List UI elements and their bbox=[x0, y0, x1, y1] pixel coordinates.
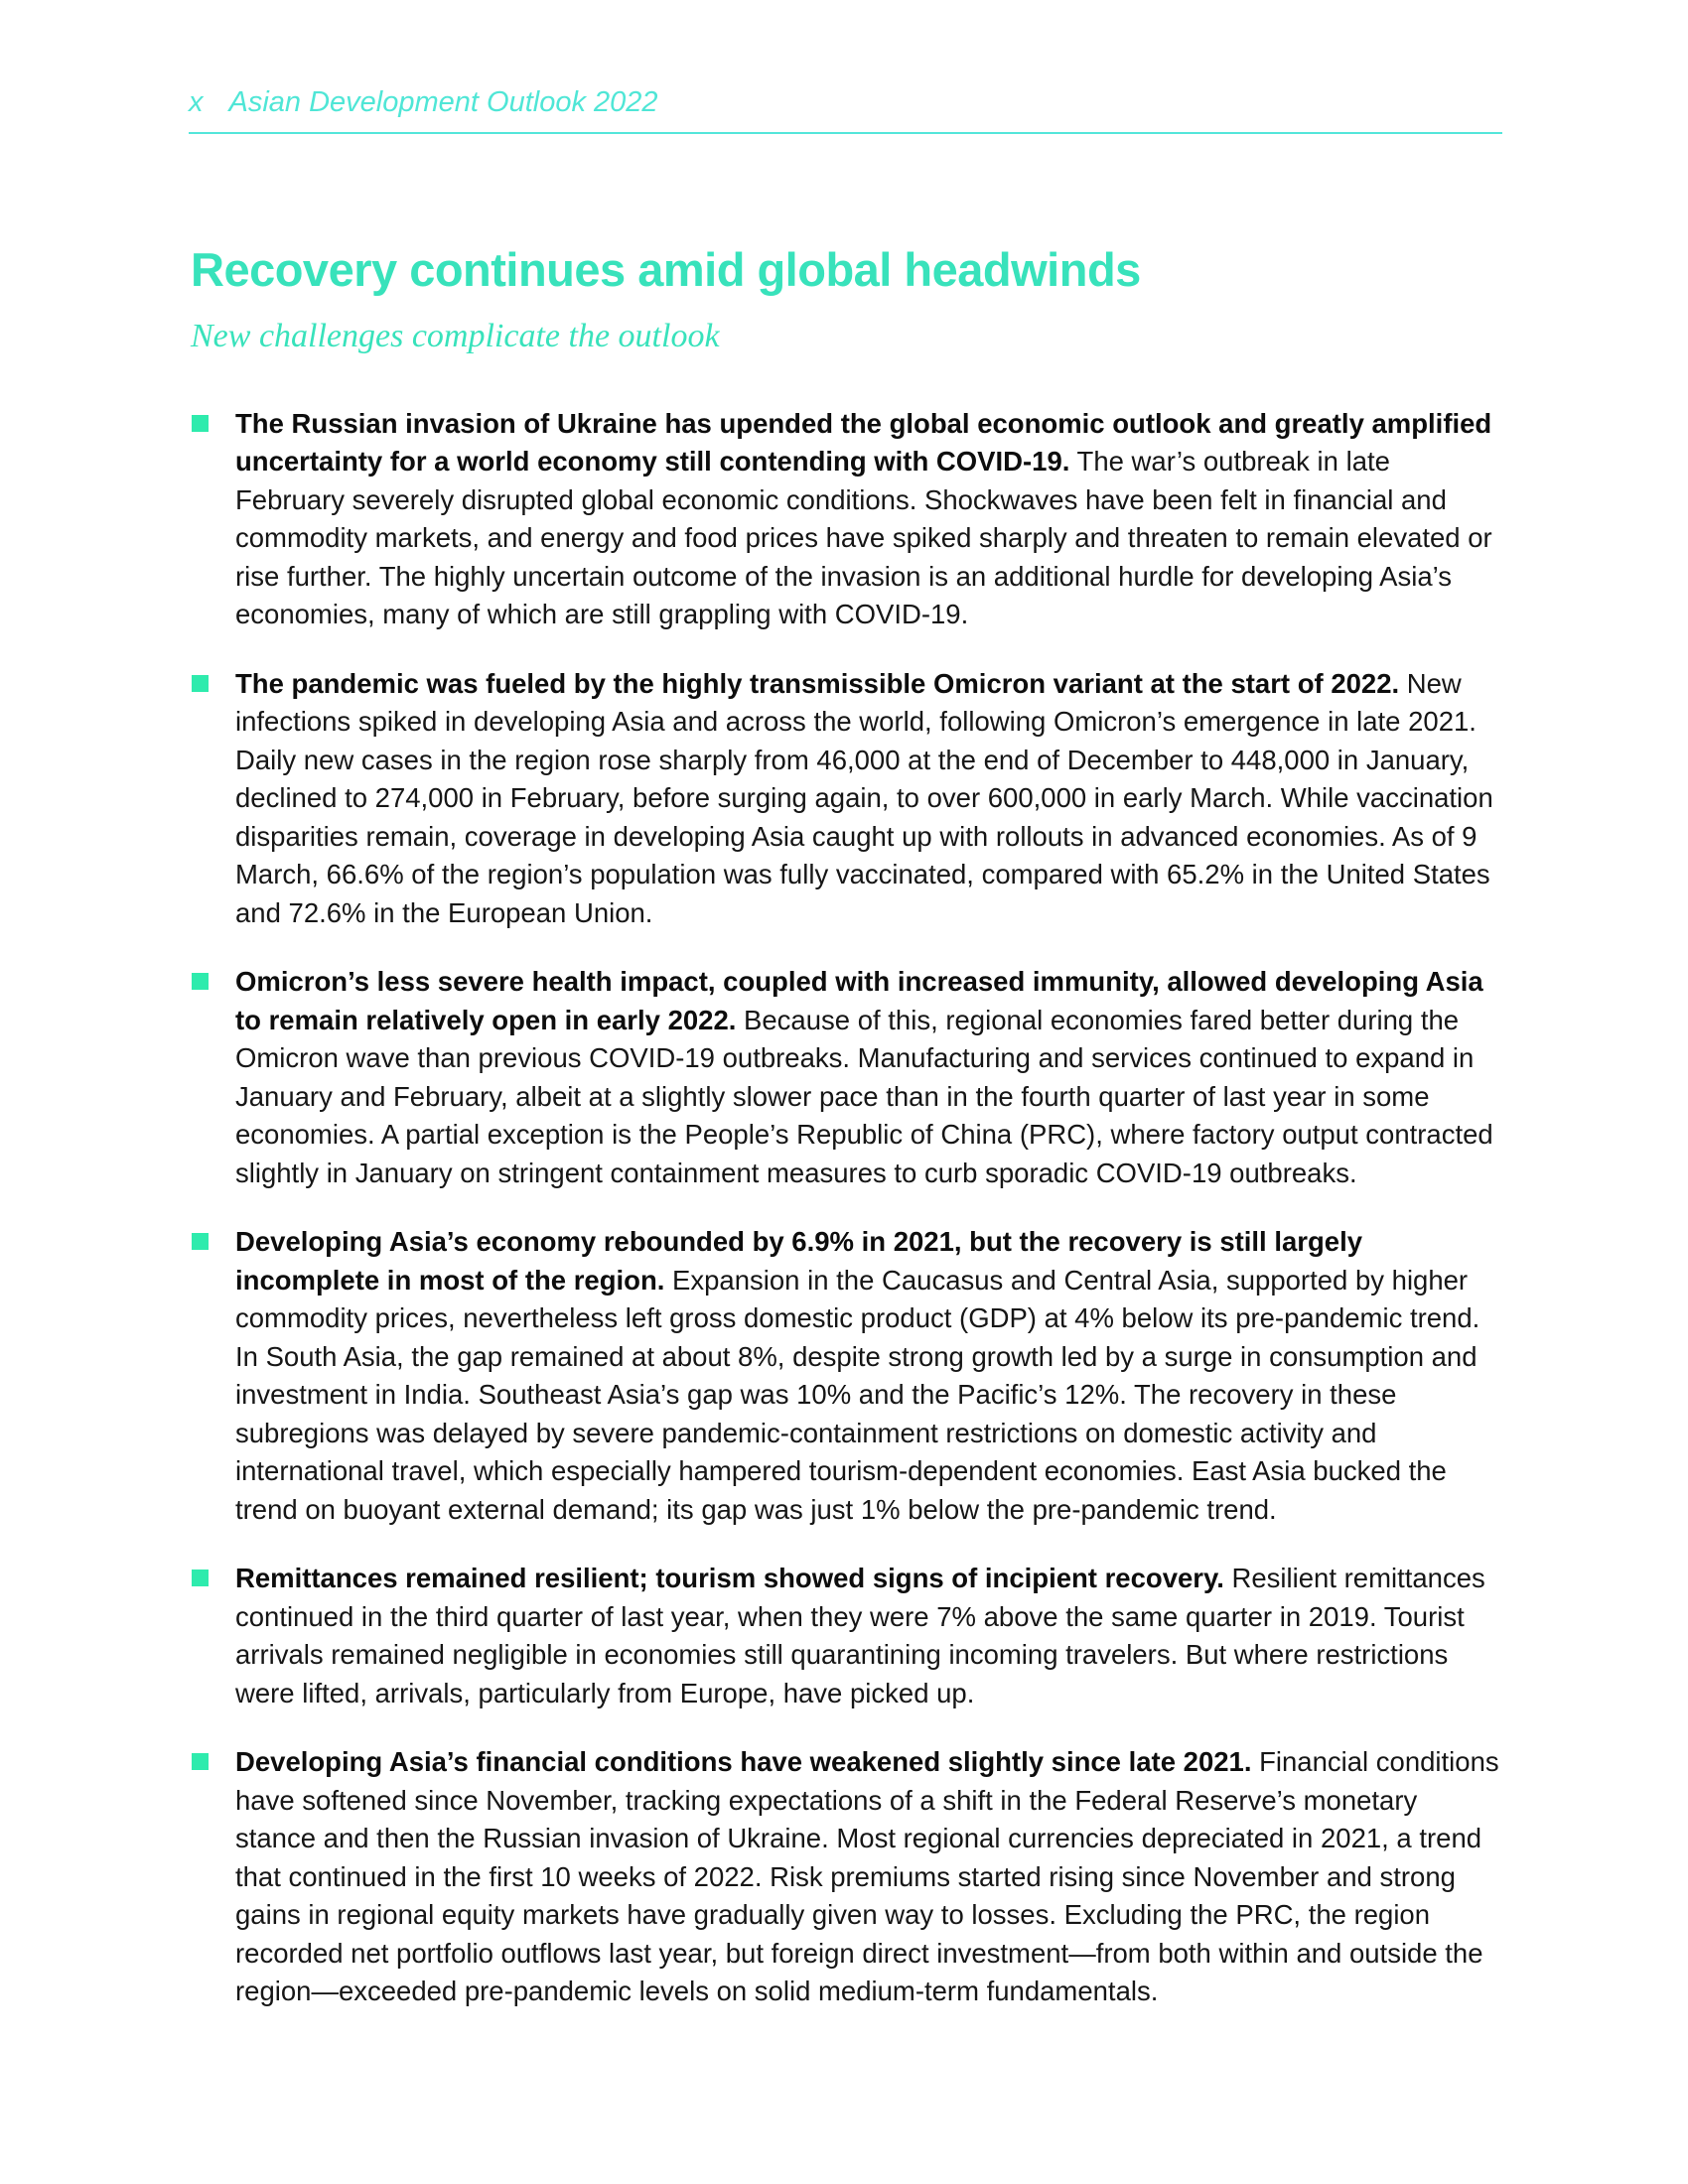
bullet-rest: Resilient remittances continued in the third quarter of last year, when they were 7% above the same quarter in 2019. Tourist arrivals remained negligible in economies still quarantining incoming travelers. But where restrictions were lifted, arrivals, particularly from Europe, have picked up. bbox=[235, 1563, 1485, 1708]
bullet-text bbox=[235, 665, 1502, 933]
bullet-square-icon bbox=[192, 1570, 209, 1586]
bullet-lead: Omicron’s less severe health impact, coupled with increased immunity, allowed developing Asia to remain relatively open in early 2022. bbox=[235, 966, 1483, 1035]
page-header bbox=[189, 87, 1502, 134]
bullet-rest: Financial conditions have softened since November, tracking expectations of a shift in the Federal Reserve’s monetary stance and then the Russian invasion of Ukraine. Most regional currencies depreciated in 2021, a trend that continued in the first 10 weeks of 2022. Risk premiums started rising since November and strong gains in regional equity markets have gradually given way to losses. Excluding the PRC, the region recorded net portfolio outflows last year, but foreign direct investment—from both within and outside the region—exceeded pre-pandemic levels on solid medium-term fundamentals. bbox=[235, 1746, 1499, 2007]
bullet-lead: Remittances remained resilient; tourism showed signs of incipient recovery. bbox=[235, 1563, 1224, 1594]
bullet-item bbox=[189, 665, 1502, 933]
page-subtitle: New challenges complicate the outlook bbox=[191, 318, 720, 355]
bullet-item bbox=[189, 963, 1502, 1192]
bullet-item bbox=[189, 1743, 1502, 2011]
bullet-item bbox=[189, 405, 1502, 634]
bullet-lead: The pandemic was fueled by the highly transmissible Omicron variant at the start of 2022. bbox=[235, 667, 1400, 699]
bullet-square-icon bbox=[192, 415, 209, 432]
summary-bullet-list bbox=[189, 405, 1502, 2011]
bullet-text bbox=[235, 1223, 1502, 1529]
page-body bbox=[189, 242, 1502, 2011]
bullet-rest: Expansion in the Caucasus and Central Asia, supported by higher commodity prices, nevertheless left gross domestic product (GDP) at 4% below its pre-pandemic trend. In South Asia, the gap remained at about 8%, despite strong growth led by a surge in consumption and investment in India. Southeast Asia’s gap was 10% and the Pacific’s 12%. The recovery in these subregions was delayed by severe pandemic-containment restrictions on domestic activity and international travel, which especially hampered tourism-dependent economies. East Asia bucked the trend on buoyant external demand; its gap was just 1% below the pre-pandemic trend. bbox=[235, 1264, 1480, 1525]
bullet-item bbox=[189, 1223, 1502, 1529]
bullet-square-icon bbox=[192, 973, 209, 990]
bullet-square-icon bbox=[192, 1753, 209, 1770]
running-title: Asian Development Outlook 2022 bbox=[228, 86, 658, 118]
bullet-text bbox=[235, 1560, 1502, 1712]
bullet-square-icon bbox=[192, 1233, 209, 1250]
page-number: x bbox=[189, 86, 204, 118]
bullet-text bbox=[235, 405, 1502, 634]
running-head bbox=[189, 87, 1502, 119]
bullet-lead: Developing Asia’s economy rebounded by 6.9% in 2021, but the recovery is still largely incomplete in most of the region. bbox=[235, 1226, 1363, 1296]
bullet-rest: Because of this, regional economies fared better during the Omicron wave than previous COVID-19 outbreaks. Manufacturing and services continued to expand in January and February, albeit at a slightly slower pace than in the fourth quarter of last year in some economies. A partial exception is the People’s Republic of China (PRC), where factory output contracted slightly in January on stringent containment measures to curb sporadic COVID-19 outbreaks. bbox=[235, 1004, 1493, 1188]
header-rule bbox=[189, 132, 1502, 134]
bullet-item bbox=[189, 1560, 1502, 1712]
bullet-rest: New infections spiked in developing Asia and across the world, following Omicron’s emergence in late 2021. Daily new cases in the region rose sharply from 46,000 at the end of December to 448,000 in January, declined to 274,000 in February, before surging again, to over 600,000 in early March. While vaccination disparities remain, coverage in developing Asia caught up with rollouts in advanced economies. As of 9 March, 66.6% of the region’s population was fully vaccinated, compared with 65.2% in the United States and 72.6% in the European Union. bbox=[235, 667, 1493, 928]
bullet-text bbox=[235, 963, 1502, 1192]
bullet-rest: The war’s outbreak in late February severely disrupted global economic conditions. Shockwaves have been felt in financial and commodity markets, and energy and food prices have spiked sharply and threaten to remain elevated or rise further. The highly uncertain outcome of the invasion is an additional hurdle for developing Asia’s economies, many of which are still grappling with COVID-19. bbox=[235, 446, 1492, 630]
bullet-square-icon bbox=[192, 675, 209, 692]
bullet-lead: The Russian invasion of Ukraine has upended the global economic outlook and greatly amplified uncertainty for a world economy still contending with COVID-19. bbox=[235, 407, 1492, 478]
bullet-text bbox=[235, 1743, 1502, 2011]
bullet-lead: Developing Asia’s financial conditions have weakened slightly since late 2021. bbox=[235, 1746, 1252, 1778]
page-title: Recovery continues amid global headwinds bbox=[191, 242, 1141, 296]
